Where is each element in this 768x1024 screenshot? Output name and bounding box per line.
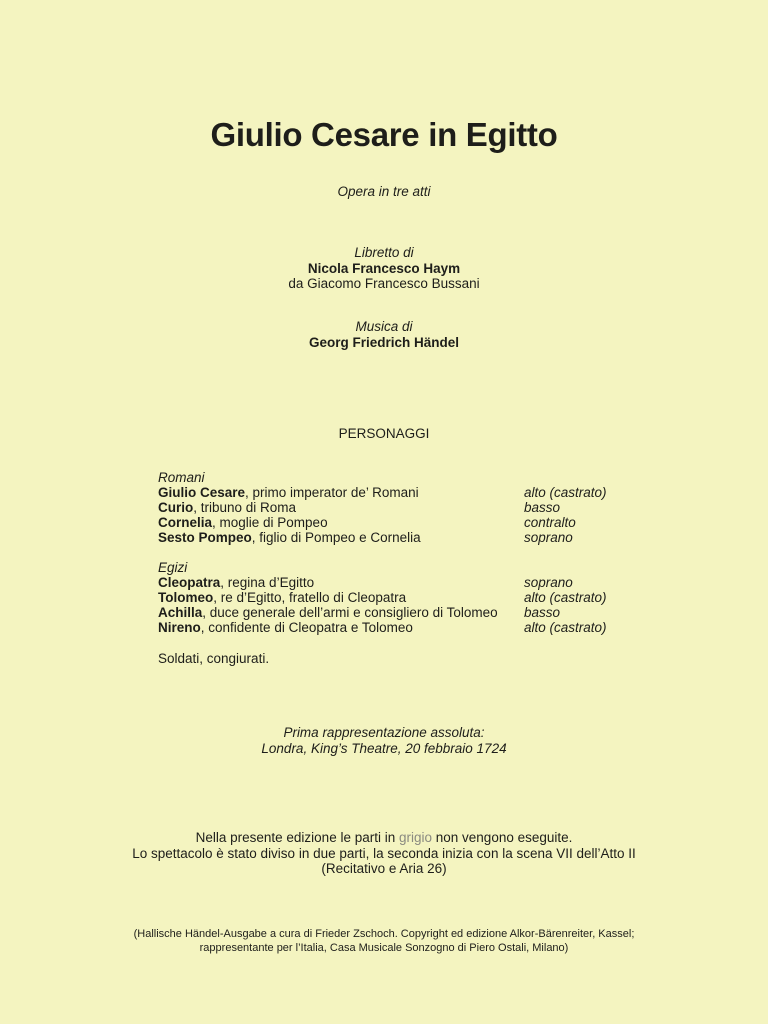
character-row: [158, 515, 628, 530]
group-label: Romani: [158, 470, 205, 485]
character-description: , regina d’Egitto: [220, 575, 315, 590]
cast-group-romani: [158, 470, 628, 545]
character-voice: alto (castrato): [524, 590, 607, 605]
character-description: , tribuno di Roma: [193, 500, 297, 515]
character-description: , re d’Egitto, fratello di Cleopatra: [213, 590, 407, 605]
character-description: , confidente di Cleopatra e Tolomeo: [200, 620, 413, 635]
character-row: [158, 605, 628, 620]
page-subtitle: Opera in tre atti: [337, 184, 431, 199]
characters-heading: PERSONAGGI: [338, 426, 430, 441]
group-label: Egizi: [158, 560, 188, 575]
character-name: Curio: [158, 500, 194, 515]
librettist-name: Nicola Francesco Haym: [307, 260, 461, 276]
character-name: Sesto Pompeo: [158, 530, 252, 545]
copyright-line: (Hallische Händel-Ausgabe a cura di Frieder Zschoch. Copyright ed edizione Alkor-Bärenreiter, Kassel;: [133, 928, 635, 940]
composer-name: Georg Friedrich Händel: [308, 334, 460, 350]
page-title: Giulio Cesare in Egitto: [210, 116, 558, 153]
character-row: [158, 530, 628, 545]
character-name: Cornelia: [158, 515, 213, 530]
edition-note-line: (Recitativo e Aria 26): [321, 861, 447, 876]
edition-notes: [0, 830, 768, 877]
extras-list: Soldati, congiurati.: [158, 651, 270, 666]
character-name: Cleopatra: [158, 575, 221, 590]
music-label: Musica di: [355, 319, 413, 334]
character-row: [158, 620, 628, 635]
character-row: [158, 575, 628, 590]
libretto-label: Libretto di: [354, 245, 414, 260]
premiere-info: [0, 725, 768, 756]
character-row: [158, 485, 628, 500]
character-description: , primo imperator de’ Romani: [245, 485, 419, 500]
character-description: , figlio di Pompeo e Cornelia: [251, 530, 421, 545]
note-text: Nella presente edizione le parti in: [195, 830, 399, 845]
premiere-details: Londra, King’s Theatre, 20 febbraio 1724: [261, 740, 507, 756]
premiere-label: Prima rappresentazione assoluta:: [283, 725, 485, 740]
character-row: [158, 500, 628, 515]
copyright-line: rappresentante per l’Italia, Casa Musicale Sonzogno di Piero Ostali, Milano): [199, 941, 569, 954]
libretto-source: da Giacomo Francesco Bussani: [288, 276, 480, 291]
character-description: , moglie di Pompeo: [212, 515, 328, 530]
cast-group-egizi: [158, 560, 628, 635]
copyright-notice: [0, 928, 768, 955]
character-voice: soprano: [524, 575, 573, 590]
note-text: non vengono eseguite.: [432, 830, 573, 845]
music-credit: [0, 319, 768, 350]
edition-note-line: [0, 830, 768, 846]
libretto-credit: [0, 245, 768, 292]
character-description: , duce generale dell’armi e consigliero di Tolomeo: [202, 605, 498, 620]
character-name: Tolomeo: [158, 590, 214, 605]
character-voice: basso: [524, 605, 561, 620]
edition-note-line: Lo spettacolo è stato diviso in due parti, la seconda inizia con la scena VII dell’Atto II: [132, 845, 636, 861]
character-name: Giulio Cesare: [158, 485, 246, 500]
character-voice: soprano: [524, 530, 573, 545]
character-name: Nireno: [158, 620, 201, 635]
character-voice: alto (castrato): [524, 620, 607, 635]
character-voice: contralto: [524, 515, 576, 530]
character-voice: alto (castrato): [524, 485, 607, 500]
grey-highlight: grigio: [398, 830, 433, 845]
character-row: [158, 590, 628, 605]
character-name: Achilla: [158, 605, 203, 620]
character-voice: basso: [524, 500, 561, 515]
